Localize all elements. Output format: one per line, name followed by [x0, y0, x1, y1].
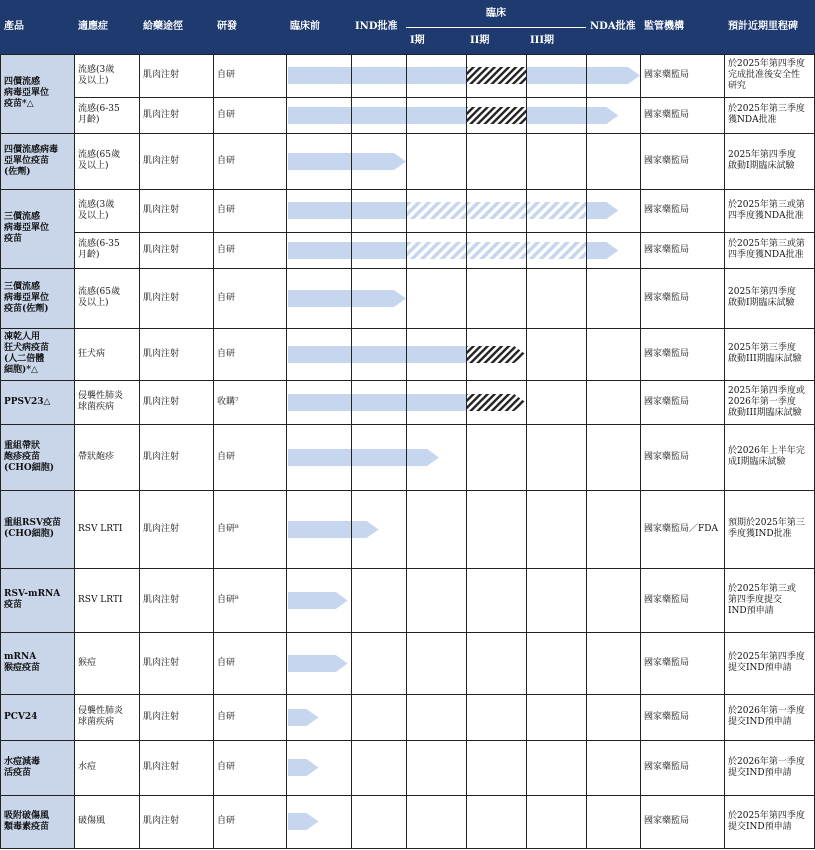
grid-vline: [466, 54, 467, 848]
rnd-cell: 自研: [217, 816, 236, 826]
progress-arrow: [288, 813, 319, 830]
grid-hline: [0, 490, 815, 491]
milestone-cell: 於2025年第三或 第四季度提交 IND預申請: [728, 583, 796, 616]
grid-vline: [406, 54, 407, 848]
progress-arrow-body: [288, 813, 319, 830]
progress-arrow: [288, 759, 319, 776]
milestone-cell: 於2026年第一季度 提交IND預申請: [728, 756, 805, 778]
rnd-cell: 自研: [217, 762, 236, 772]
header-preclinical: 臨床前: [286, 0, 351, 54]
rnd-cell: 自研: [217, 244, 236, 255]
rnd-cell: 自研⁸: [217, 594, 239, 605]
milestone-cell: 於2025年第三或第 四季度獲NDA批准: [728, 239, 805, 260]
regulator-cell: 國家藥監局: [644, 109, 690, 120]
progress-arrow: [288, 290, 406, 307]
route-cell: 肌肉注射: [143, 348, 180, 359]
milestone-cell: 2025年第四季度 啟動I期臨床試驗: [728, 150, 796, 171]
grid-vline: [139, 54, 140, 848]
header-ind: IND批准: [351, 0, 406, 54]
regulator-cell: 國家藥監局: [644, 244, 690, 255]
milestone-cell: 於2025年第四季度 提交IND預申請: [728, 652, 805, 673]
product-name: 重組RSV疫苗 (CHO細胞): [0, 490, 74, 568]
indication-cell: 侵襲性肺炎 球菌疾病: [78, 706, 124, 727]
grid-vline: [586, 54, 587, 848]
header-route: 給藥途徑: [139, 0, 213, 54]
product-name: 重組帶狀 皰疹疫苗 (CHO細胞): [0, 424, 74, 490]
milestone-cell: 於2026年上半年完 成I期臨床試驗: [728, 446, 805, 467]
progress-arrow-body: [288, 153, 406, 170]
regulator-cell: 國家藥監局: [644, 762, 690, 772]
milestone-cell: 2025年第三季度 啟動III期臨床試驗: [728, 343, 802, 364]
progress-arrow: [288, 709, 319, 726]
indication-cell: 猴痘: [78, 657, 97, 668]
grid-hline: [0, 632, 815, 633]
regulator-cell: 國家藥監局: [644, 396, 690, 407]
route-cell: 肌肉注射: [143, 155, 180, 166]
route-cell: 肌肉注射: [143, 762, 180, 772]
progress-hatch: [466, 67, 526, 84]
progress-arrow-body: [288, 592, 348, 609]
progress-arrow: [288, 202, 618, 219]
milestone-cell: 於2026年第一季度 提交IND預申請: [728, 706, 805, 727]
progress-hatch: [466, 394, 526, 411]
progress-arrow-body: [288, 107, 618, 124]
grid-hline: [0, 268, 815, 269]
route-cell: 肌肉注射: [143, 451, 180, 462]
milestone-cell: 於2025年第四季度 完成批准後安全性 研究: [728, 59, 805, 91]
indication-cell: 流感(65歲 及以上): [78, 150, 120, 171]
progress-arrow: [288, 153, 406, 170]
route-cell: 肌肉注射: [143, 244, 180, 255]
header-milestone: 預計近期里程碑: [724, 0, 815, 54]
rnd-cell: 自研: [217, 155, 236, 166]
product-name: 三價流感 病毒亞單位 疫苗(佐劑): [0, 268, 74, 328]
indication-cell: 狂犬病: [78, 348, 106, 359]
header-phase1: I期: [406, 27, 466, 54]
grid-hline: [0, 54, 815, 55]
regulator-cell: 國家藥監局: [644, 205, 690, 215]
grid-vline: [286, 54, 287, 848]
grid-hline: [0, 424, 815, 425]
regulator-cell: 國家藥監局／FDA: [644, 523, 718, 534]
product-name: 吸附破傷風 類毒素疫苗: [0, 795, 74, 848]
rnd-cell: 自研: [217, 711, 236, 722]
header-nda: NDA批准: [586, 0, 640, 54]
regulator-cell: 國家藥監局: [644, 594, 690, 605]
milestone-cell: 於2025年第四季度 提交IND預申請: [728, 810, 805, 832]
header-divider: [406, 27, 586, 28]
regulator-cell: 國家藥監局: [644, 816, 690, 826]
route-cell: 肌肉注射: [143, 523, 180, 534]
route-cell: 肌肉注射: [143, 594, 180, 605]
product-name: PCV24: [0, 694, 74, 740]
milestone-cell: 於2025年第三或第 四季度獲NDA批准: [728, 199, 805, 221]
route-cell: 肌肉注射: [143, 816, 180, 826]
progress-arrow: [288, 346, 526, 363]
product-name: 凍乾人用 狂犬病疫苗 (人二倍體 細胞)*△: [0, 328, 74, 380]
grid-vline: [213, 54, 214, 848]
regulator-cell: 國家藥監局: [644, 657, 690, 668]
indication-cell: 水痘: [78, 762, 97, 772]
progress-arrow: [288, 449, 439, 466]
grid-hline: [0, 189, 815, 190]
indication-cell: 流感(3歲 及以上): [78, 64, 115, 86]
route-cell: 肌肉注射: [143, 70, 180, 80]
grid-hline: [0, 133, 815, 134]
rnd-cell: 自研⁸: [217, 523, 239, 534]
header-indication: 適應症: [74, 0, 139, 54]
progress-arrow-body: [288, 655, 348, 672]
route-cell: 肌肉注射: [143, 657, 180, 668]
progress-arrow-body: [288, 290, 406, 307]
grid-vline: [351, 54, 352, 848]
progress-arrow: [288, 394, 526, 411]
progress-arrow-body: [288, 709, 319, 726]
progress-arrow: [288, 521, 379, 538]
indication-cell: RSV LRTI: [78, 594, 123, 605]
rnd-cell: 自研: [217, 451, 236, 462]
product-name: 四價流感病毒 亞單位疫苗 (佐劑): [0, 133, 74, 189]
progress-arrow-body: [288, 67, 640, 84]
grid-hline: [74, 232, 815, 233]
indication-cell: 流感(6-35 月齡): [78, 104, 120, 125]
grid-hline: [74, 97, 815, 98]
progress-arrow-body: [288, 759, 319, 776]
grid-vline: [724, 54, 725, 848]
product-name: RSV-mRNA 疫苗: [0, 568, 74, 632]
progress-hatch: [466, 107, 526, 124]
grid-hline: [0, 694, 815, 695]
progress-hatch: [466, 346, 526, 363]
rnd-cell: 自研: [217, 70, 236, 80]
route-cell: 肌肉注射: [143, 109, 180, 120]
indication-cell: 流感(65歲 及以上): [78, 287, 120, 308]
progress-hatch: [406, 202, 586, 219]
indication-cell: 破傷風: [78, 816, 106, 826]
regulator-cell: 國家藥監局: [644, 451, 690, 462]
indication-cell: 侵襲性肺炎 球菌疾病: [78, 391, 124, 412]
route-cell: 肌肉注射: [143, 396, 180, 407]
milestone-cell: 預期於2025年第三 季度獲IND批准: [728, 518, 805, 539]
product-name: mRNA 猴痘疫苗: [0, 632, 74, 694]
grid-vline: [0, 54, 1, 848]
grid-hline: [0, 795, 815, 796]
indication-cell: 流感(3歲 及以上): [78, 199, 115, 221]
grid-hline: [0, 380, 815, 381]
route-cell: 肌肉注射: [143, 205, 180, 215]
regulator-cell: 國家藥監局: [644, 348, 690, 359]
regulator-cell: 國家藥監局: [644, 70, 690, 80]
grid-hline: [0, 740, 815, 741]
grid-vline: [640, 54, 641, 848]
progress-arrow-body: [288, 449, 439, 466]
product-name: PPSV23△: [0, 380, 74, 424]
product-name: 水痘減毒 活疫苗: [0, 740, 74, 795]
grid-vline: [526, 54, 527, 848]
rnd-cell: 自研: [217, 292, 236, 303]
milestone-cell: 2025年第四季度或 2026年第一季度 啟動III期臨床試驗: [728, 385, 805, 418]
grid-vline: [74, 54, 75, 848]
rnd-cell: 自研: [217, 109, 236, 120]
route-cell: 肌肉注射: [143, 711, 180, 722]
milestone-cell: 2025年第四季度 啟動I期臨床試驗: [728, 287, 796, 308]
header-product: 產品: [0, 0, 74, 54]
product-name: 三價流感 病毒亞單位 疫苗: [0, 189, 74, 268]
grid-hline: [0, 568, 815, 569]
rnd-cell: 自研: [217, 657, 236, 668]
progress-arrow: [288, 592, 348, 609]
indication-cell: RSV LRTI: [78, 523, 123, 534]
regulator-cell: 國家藥監局: [644, 155, 690, 166]
rnd-cell: 收購⁷: [217, 396, 239, 407]
progress-arrow: [288, 67, 640, 84]
header-rnd: 研發: [213, 0, 286, 54]
header-phase3: III期: [526, 27, 586, 54]
grid-hline: [0, 328, 815, 329]
route-cell: 肌肉注射: [143, 292, 180, 303]
milestone-cell: 於2025年第三季度 獲NDA批准: [728, 104, 805, 125]
progress-arrow: [288, 242, 618, 259]
rnd-cell: 自研: [217, 205, 236, 215]
progress-hatch: [406, 242, 586, 259]
grid-hline: [0, 848, 815, 849]
indication-cell: 流感(6-35 月齡): [78, 239, 120, 260]
progress-arrow: [288, 107, 618, 124]
progress-arrow: [288, 655, 348, 672]
progress-arrow-body: [288, 521, 379, 538]
product-name: 四價流感 病毒亞單位 疫苗*△: [0, 54, 74, 133]
indication-cell: 帶狀皰疹: [78, 451, 115, 462]
regulator-cell: 國家藥監局: [644, 711, 690, 722]
header-regulator: 監管機構: [640, 0, 724, 54]
header-clinical: 臨床: [406, 0, 586, 27]
header-phase2: II期: [466, 27, 526, 54]
rnd-cell: 自研: [217, 348, 236, 359]
regulator-cell: 國家藥監局: [644, 292, 690, 303]
